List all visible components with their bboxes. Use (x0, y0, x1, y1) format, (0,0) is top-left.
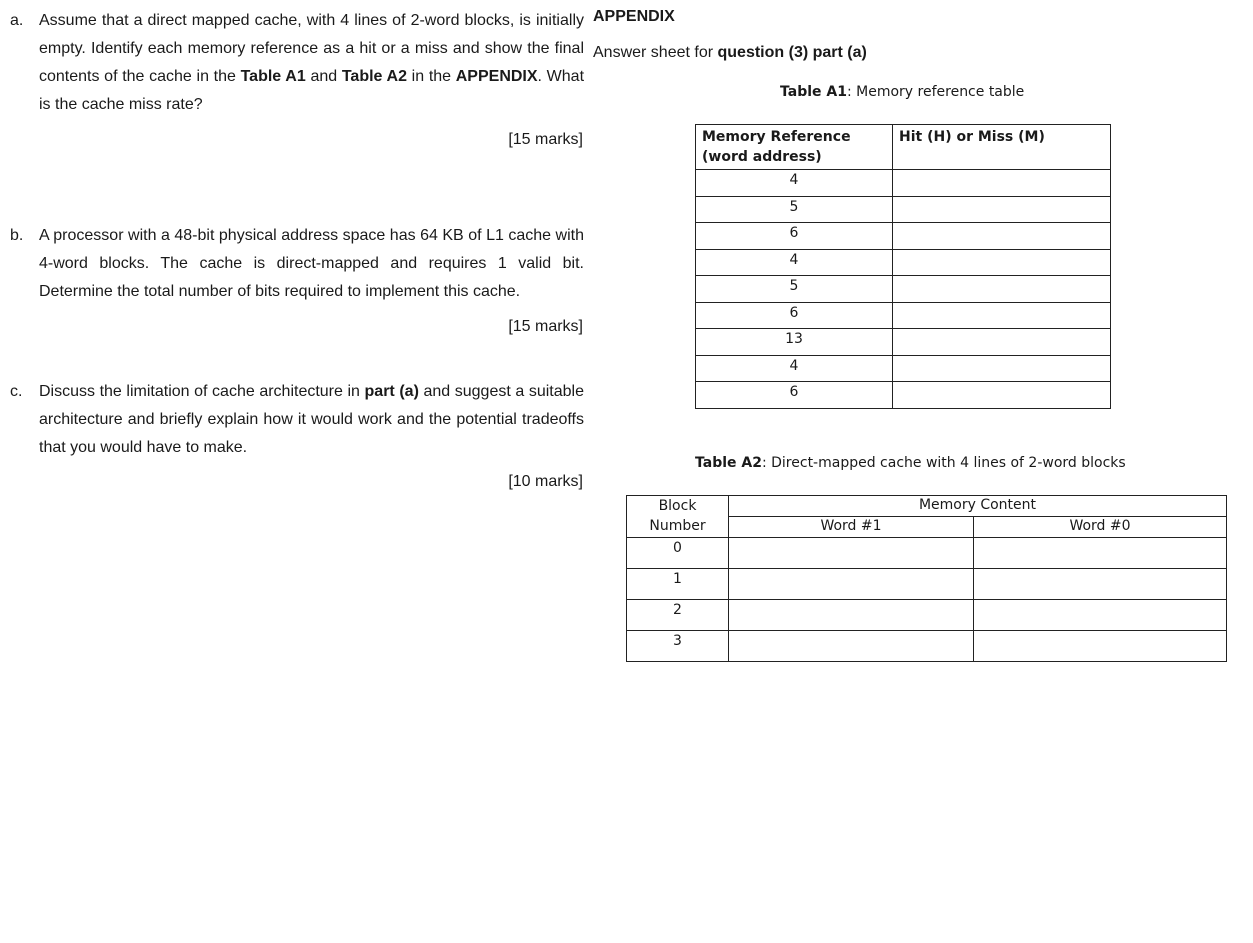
question-c-text-part: and suggest a suitable architecture and briefly explain how it would work and the potential tradeoffs that you would have to make. (39, 383, 585, 456)
question-a-marks: [15 marks] (508, 131, 583, 148)
question-a-text-part: . What is the cache miss rate? (39, 68, 585, 113)
question-c-marks: [10 marks] (508, 473, 583, 490)
word-address-cell: 6 (696, 302, 893, 329)
memory-reference-header (696, 125, 893, 170)
hit-miss-answer-cell[interactable] (893, 382, 1111, 409)
word0-header: Word #0 (974, 517, 1227, 538)
word1-answer-cell[interactable] (729, 569, 974, 600)
question-c-text (39, 378, 584, 462)
table-a1-reference: Table A1 (240, 68, 306, 85)
table-row (696, 329, 1111, 356)
hit-miss-answer-cell[interactable] (893, 302, 1111, 329)
cache-content-table (626, 495, 1227, 662)
memory-reference-header-line1: Memory Reference (702, 129, 851, 145)
memory-reference-table (695, 124, 1111, 409)
table-row (696, 302, 1111, 329)
question-b (10, 222, 590, 306)
question-a-text-part: and (305, 68, 342, 85)
answer-sheet-prefix: Answer sheet for (593, 44, 718, 61)
table-row (696, 276, 1111, 303)
hit-miss-answer-cell[interactable] (893, 170, 1111, 197)
hit-miss-answer-cell[interactable] (893, 329, 1111, 356)
question-a (10, 7, 590, 119)
block-number-cell: 2 (627, 600, 729, 631)
memory-content-header: Memory Content (729, 496, 1227, 517)
word1-answer-cell[interactable] (729, 600, 974, 631)
hit-miss-answer-cell[interactable] (893, 355, 1111, 382)
table-row (627, 600, 1227, 631)
question-c-letter: c. (10, 383, 23, 400)
answer-sheet-question: question (3) part (a) (717, 44, 867, 61)
word-address-cell: 4 (696, 355, 893, 382)
question-b-letter: b. (10, 227, 24, 244)
table-row (696, 382, 1111, 409)
table-a1-caption-text: : Memory reference table (846, 84, 1025, 100)
word1-answer-cell[interactable] (729, 538, 974, 569)
answer-sheet-line (593, 44, 867, 62)
question-a-text-part: Assume that a direct mapped cache, with 4 lines of 2-word blocks, is initially empty. Identify each memory reference as a hit or a miss and show the final contents of the cache in the (39, 12, 584, 85)
table-row (696, 170, 1111, 197)
question-a-text (39, 7, 584, 119)
word0-answer-cell[interactable] (974, 631, 1227, 662)
question-b-marks: [15 marks] (508, 318, 583, 335)
block-number-cell: 3 (627, 631, 729, 662)
word-address-cell: 5 (696, 196, 893, 223)
block-number-cell: 1 (627, 569, 729, 600)
word0-answer-cell[interactable] (974, 569, 1227, 600)
table-row (696, 223, 1111, 250)
question-a-letter: a. (10, 12, 24, 29)
word0-answer-cell[interactable] (974, 538, 1227, 569)
hit-miss-answer-cell[interactable] (893, 223, 1111, 250)
question-c (10, 378, 590, 462)
block-number-header-line2: Number (649, 518, 706, 534)
word-address-cell: 6 (696, 382, 893, 409)
hit-miss-answer-cell[interactable] (893, 276, 1111, 303)
question-c-text-part: Discuss the limitation of cache architecture in (39, 383, 365, 400)
table-a1-caption (780, 84, 1024, 100)
part-a-reference: part (a) (364, 383, 419, 400)
word1-answer-cell[interactable] (729, 631, 974, 662)
memory-reference-header-line2: (word address) (702, 149, 822, 165)
word-address-cell: 4 (696, 249, 893, 276)
hit-miss-answer-cell[interactable] (893, 196, 1111, 223)
word-address-cell: 5 (696, 276, 893, 303)
table-a2-caption (695, 455, 1126, 471)
question-a-text-part: in the (406, 68, 456, 85)
question-b-text: A processor with a 48-bit physical address space has 64 KB of L1 cache with 4-word blocks. The cache is direct-mapped and requires 1 valid bit. Determine the total number of bits required to implement this cache. (39, 227, 584, 300)
table-row (696, 355, 1111, 382)
word1-header: Word #1 (729, 517, 974, 538)
memory-reference-rows (696, 170, 1111, 409)
hit-miss-header: Hit (H) or Miss (M) (893, 125, 1111, 170)
word-address-cell: 6 (696, 223, 893, 250)
table-a1-caption-label: Table A1 (780, 84, 847, 100)
block-number-cell: 0 (627, 538, 729, 569)
table-row (627, 569, 1227, 600)
word-address-cell: 4 (696, 170, 893, 197)
block-number-header-line1: Block (658, 498, 697, 514)
table-row (627, 538, 1227, 569)
appendix-title: APPENDIX (593, 8, 675, 25)
table-row (627, 631, 1227, 662)
word0-answer-cell[interactable] (974, 600, 1227, 631)
block-number-header (627, 496, 729, 538)
table-a2-caption-label: Table A2 (695, 455, 762, 471)
table-a2-reference: Table A2 (341, 68, 407, 85)
table-row (696, 249, 1111, 276)
table-row (696, 196, 1111, 223)
hit-miss-answer-cell[interactable] (893, 249, 1111, 276)
word-address-cell: 13 (696, 329, 893, 356)
table-a2-caption-text: : Direct-mapped cache with 4 lines of 2-word blocks (761, 455, 1126, 471)
appendix-reference: APPENDIX (455, 68, 538, 85)
